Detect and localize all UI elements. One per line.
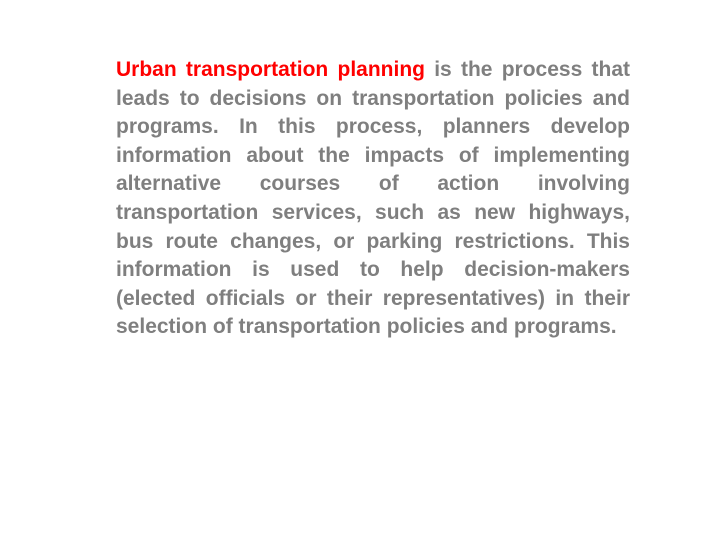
paragraph-text: is the process that leads to decisions on transportation policies and programs. In this process, planners develop information about the impacts of implementing alternative courses of action involving transportation services, such as new highways, bus route changes, or parking restrictions. This information is used to help decision-makers (elected officials or their representatives) in their selection of transportation policies and programs. (116, 58, 630, 339)
highlighted-term: Urban transportation planning (116, 58, 425, 81)
body-paragraph (116, 56, 630, 342)
